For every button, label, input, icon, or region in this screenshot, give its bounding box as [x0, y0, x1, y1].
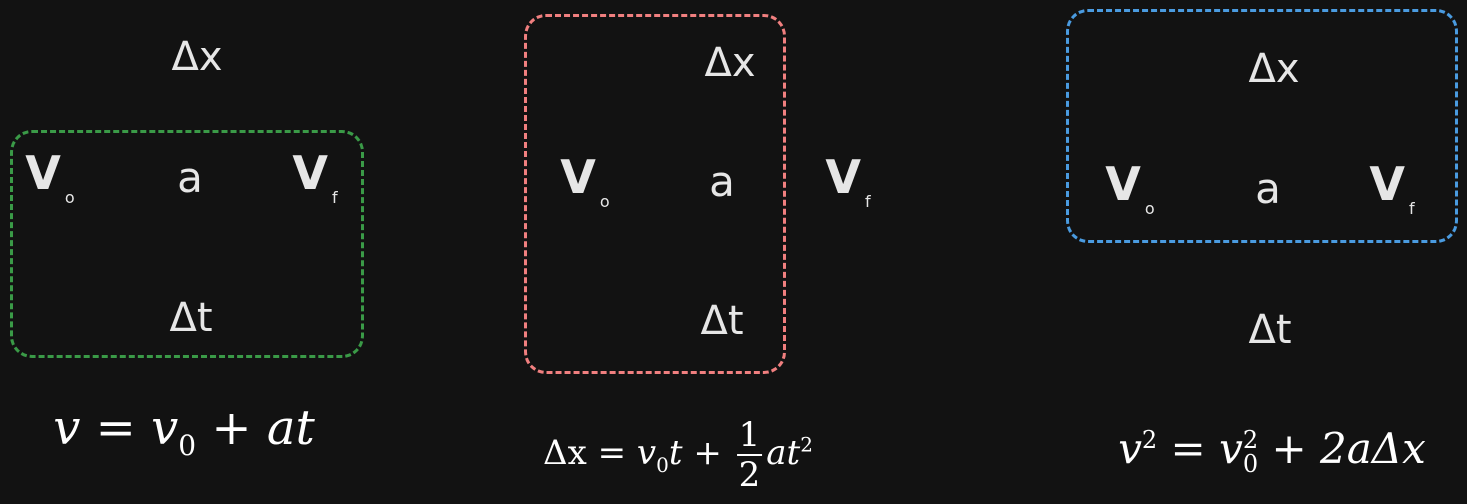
- delta-t-label: Δt: [1248, 307, 1292, 353]
- one-half-fraction: $\frac{1}{2}$: [738, 415, 761, 495]
- vf-label: V $_f$: [825, 150, 871, 211]
- delta-x-label: Δx: [1248, 46, 1300, 92]
- acceleration-label: a: [1255, 164, 1281, 213]
- acceleration-label: a: [177, 153, 203, 202]
- delta-x-label: Δx: [171, 34, 223, 80]
- equation-displacement-time: $\Delta x = v_0t$ + $\frac{1}{2}$ $at^2$: [543, 415, 813, 495]
- vf-label: V $_f$: [1369, 157, 1415, 218]
- v0-label: V $_o$: [25, 146, 75, 207]
- v0-label: V $_o$: [560, 150, 610, 211]
- equation-velocity-displacement: $v^2 = v$ 2 0 + 2aΔx: [1118, 424, 1426, 478]
- delta-x-label: Δx: [704, 40, 756, 86]
- delta-t-label: Δt: [700, 298, 744, 344]
- equation-velocity-time: $v = v_0$ + at: [53, 400, 315, 462]
- acceleration-label: a: [709, 157, 735, 206]
- delta-t-label: Δt: [169, 295, 213, 341]
- vf-label: V $_f$: [292, 146, 338, 207]
- v0-label: V $_o$: [1105, 157, 1155, 218]
